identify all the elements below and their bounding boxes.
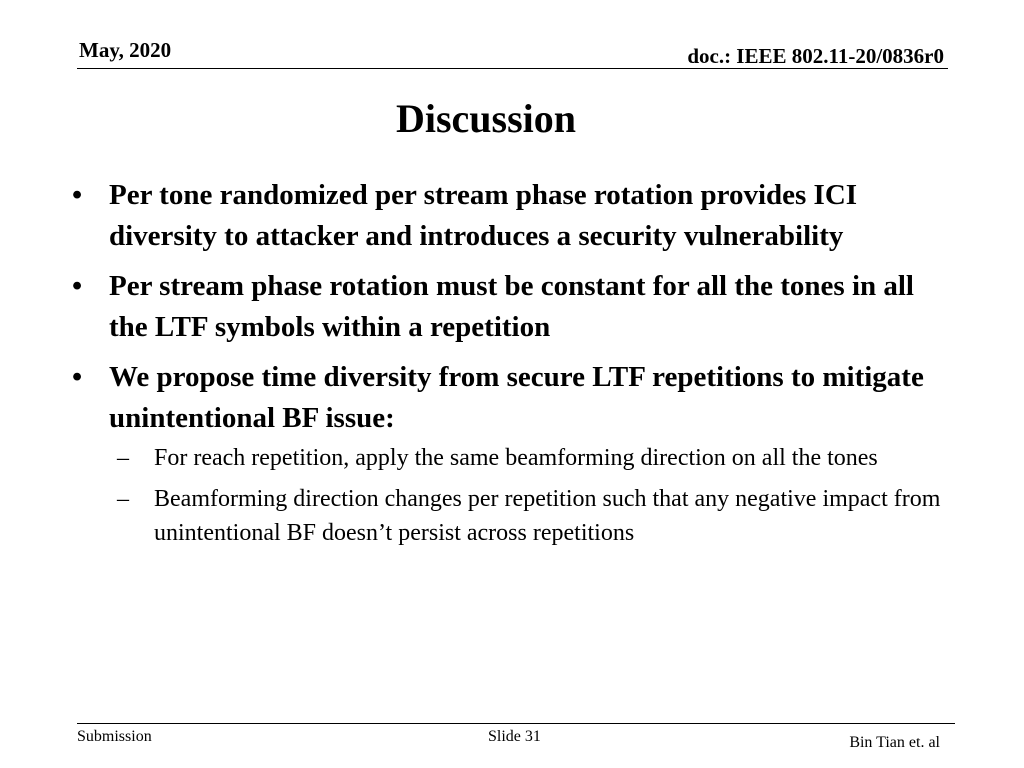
- bullet-marker: •: [72, 270, 83, 302]
- bullet-item: [72, 266, 952, 348]
- footer-divider: [77, 723, 955, 724]
- footer-submission: Submission: [77, 728, 152, 745]
- bullet-text: We propose time diversity from secure LTF repetitions to mitigate unintentional BF issue:: [109, 361, 924, 434]
- bullet-item: [72, 175, 952, 257]
- sub-bullet-text: For reach repetition, apply the same beamforming direction on all the tones: [154, 445, 878, 471]
- sub-bullet-text: Beamforming direction changes per repetition such that any negative impact from unintentional BF doesn’t persist across repetitions: [154, 486, 941, 546]
- bullet-marker: •: [72, 179, 83, 211]
- sub-bullet-item: [109, 482, 952, 550]
- slide-title: Discussion: [395, 96, 577, 141]
- sub-bullet-item: [109, 441, 952, 475]
- sub-bullet-list: [109, 441, 952, 550]
- header-divider: [77, 68, 948, 69]
- sub-bullet-marker: –: [117, 445, 129, 471]
- bullet-list: [72, 175, 952, 559]
- footer-slide-number: Slide 31: [488, 728, 541, 745]
- bullet-text: Per stream phase rotation must be constant for all the tones in all the LTF symbols within a repetition: [109, 270, 914, 343]
- footer-author: Bin Tian et. al: [849, 734, 940, 751]
- bullet-text: Per tone randomized per stream phase rotation provides ICI diversity to attacker and introduces a security vulnerability: [109, 179, 858, 252]
- sub-bullet-marker: –: [117, 486, 129, 512]
- header-date: May, 2020: [79, 38, 172, 62]
- header-doc-id: doc.: IEEE 802.11-20/0836r0: [687, 44, 944, 68]
- bullet-marker: •: [72, 361, 83, 393]
- bullet-item: [72, 357, 952, 550]
